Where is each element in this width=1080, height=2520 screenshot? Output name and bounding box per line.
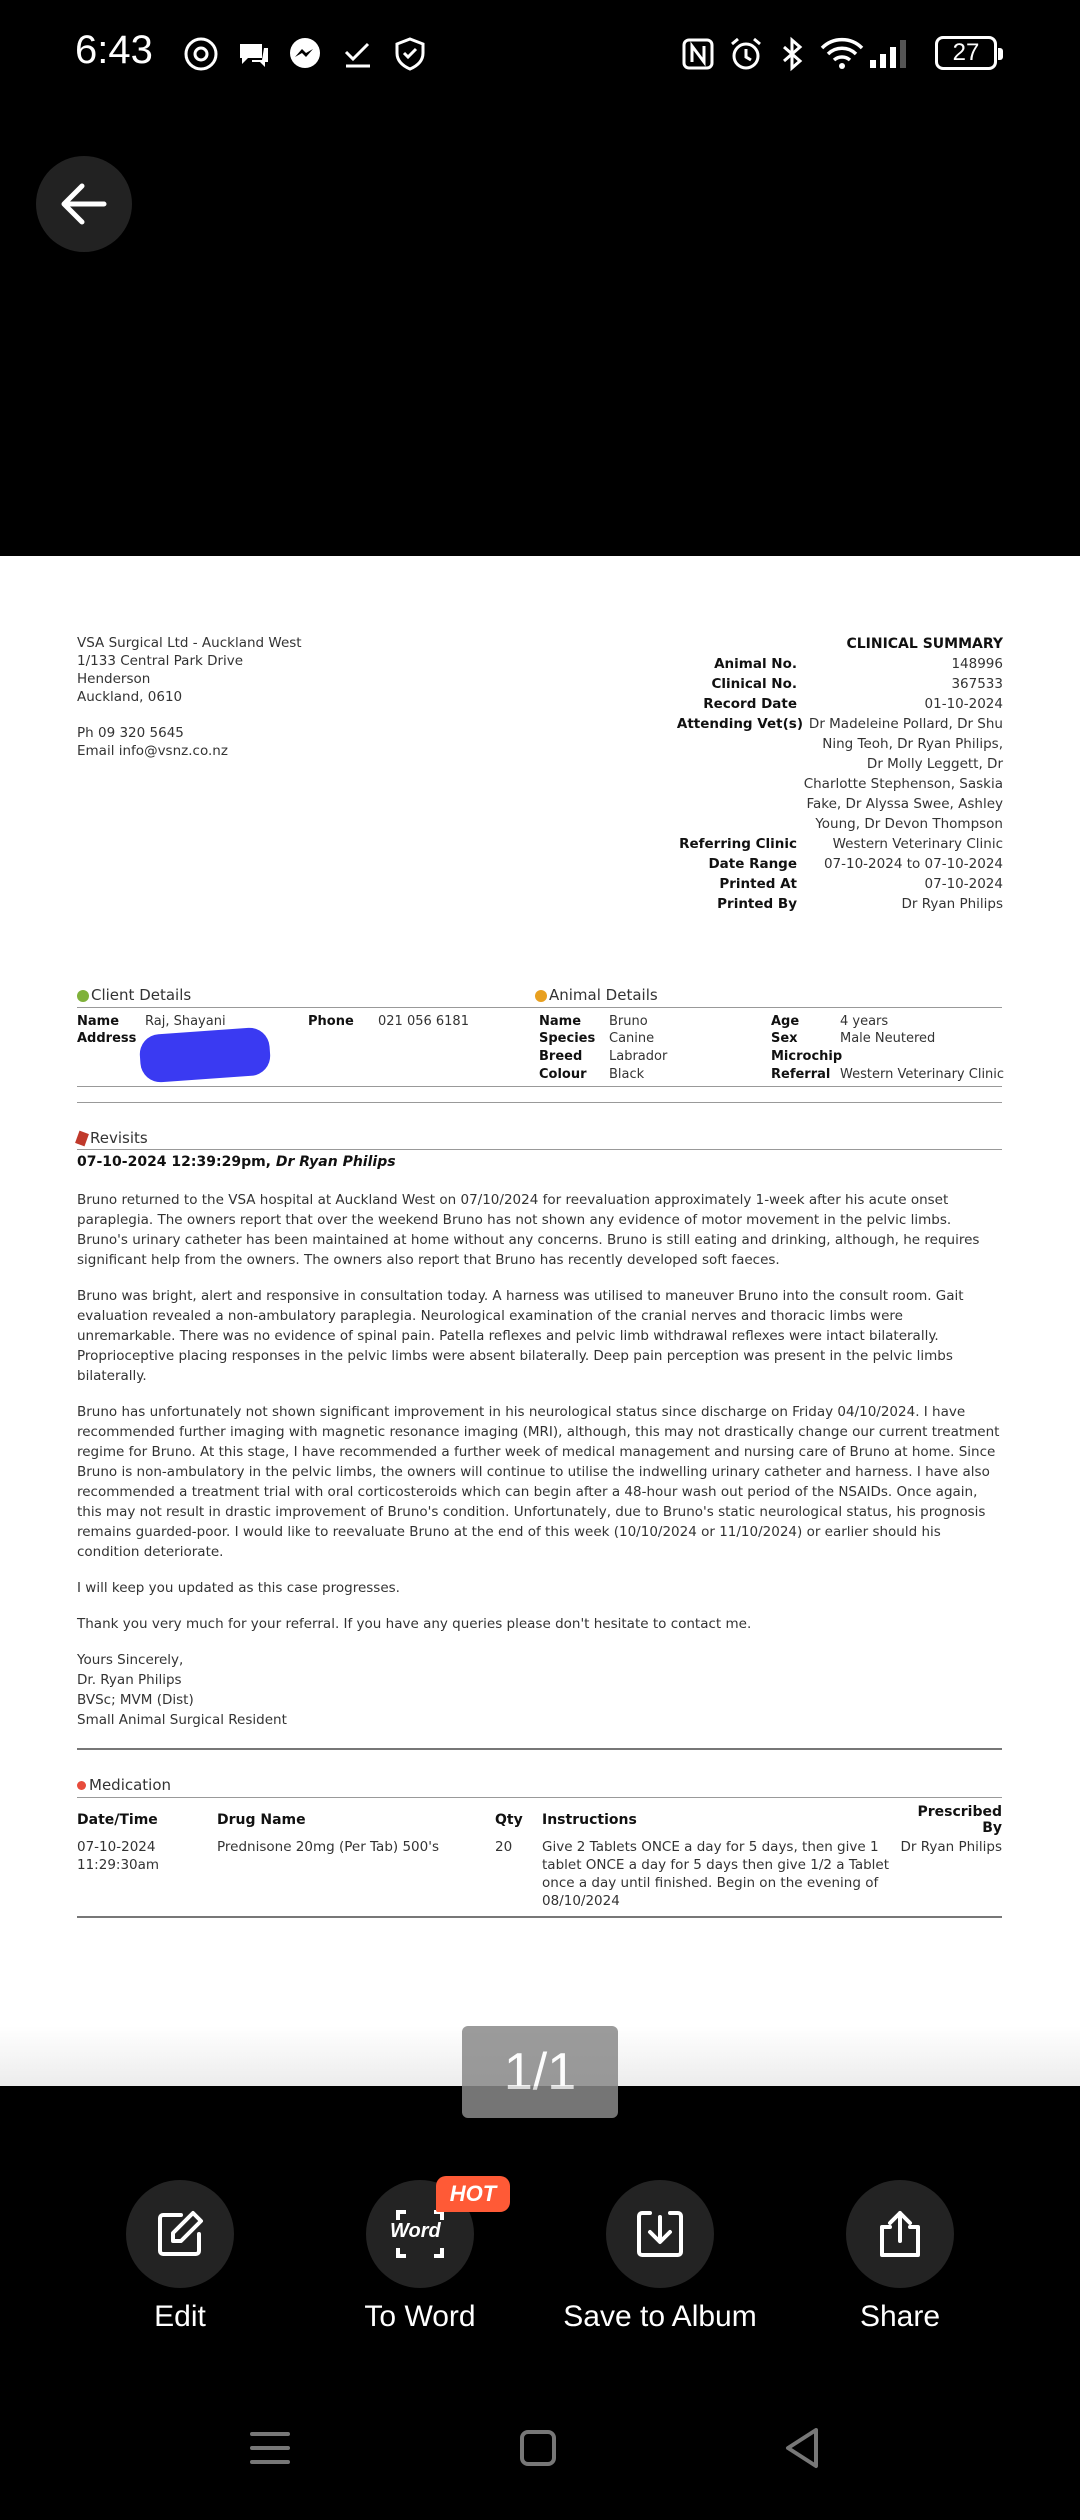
chat-notification-icon bbox=[236, 36, 272, 72]
save-to-album-label: Save to Album bbox=[563, 2300, 757, 2333]
summary-row: Referring Clinic Western Veterinary Clinic bbox=[679, 836, 1003, 852]
divider bbox=[77, 1102, 1002, 1103]
clinic-email: Email info@vsnz.co.nz bbox=[77, 743, 228, 759]
edit-label: Edit bbox=[154, 2300, 206, 2333]
client-icon bbox=[77, 990, 89, 1002]
save-to-album-button[interactable] bbox=[606, 2180, 714, 2288]
divider bbox=[77, 1748, 1002, 1750]
share-icon bbox=[873, 2207, 927, 2261]
medication-title: Medication bbox=[89, 1776, 172, 1794]
revisit-icon bbox=[75, 1131, 89, 1147]
client-phone: 021 056 6181 bbox=[378, 1014, 469, 1029]
animal-details: Name Bruno Species Canine Breed Labrador Colour Black Age 4 years Sex Male Neutered Microchip Referral Western Veterinary Clinic bbox=[539, 1014, 1005, 1082]
medication-table bbox=[77, 1804, 1002, 1910]
medication-header bbox=[77, 1776, 171, 1794]
summary-row: Attending Vet(s) Dr Madeleine Pollard, Dr Shu Ning Teoh, Dr Ryan Philips, Dr Molly Leggett, Dr Charlotte Stephenson, Saskia Fake, Dr Alyssa Swee, Ashley Young, Dr Devon Thompson bbox=[676, 716, 1003, 832]
share-label: Share bbox=[859, 2300, 941, 2333]
clinic-suburb: Henderson bbox=[77, 671, 151, 687]
clinic-street: 1/133 Central Park Drive bbox=[77, 653, 244, 669]
at-sign-notification-icon bbox=[183, 36, 219, 72]
summary-row: Clinical No. 367533 bbox=[711, 676, 1003, 692]
client-name: Raj, Shayani bbox=[145, 1014, 226, 1029]
summary-row: Animal No. 148996 bbox=[714, 656, 1003, 672]
back-nav-icon[interactable] bbox=[774, 2418, 834, 2478]
summary-row: Date Range 07-10-2024 to 07-10-2024 bbox=[708, 856, 1003, 872]
hot-badge: HOT bbox=[436, 2176, 510, 2212]
revisits-title: Revisits bbox=[90, 1129, 148, 1147]
redacted-address-scribble bbox=[138, 1027, 271, 1084]
medication-header-row: Date/Time Drug Name Qty Instructions Prescribed By bbox=[77, 1804, 1002, 1836]
task-done-notification-icon bbox=[340, 36, 376, 72]
table-row: 07-10-2024 11:29:30am Prednisone 20mg (Per Tab) 500's 20 Give 2 Tablets ONCE a day for 5 days, then give 1 tablet ONCE a day for 5 days then give 1/2 a Tablet once a day until finished. Begin on the evening of 08/10/2024 Dr Ryan Philips bbox=[77, 1839, 1002, 1909]
edit-icon bbox=[153, 2207, 207, 2261]
home-nav-icon[interactable] bbox=[508, 2418, 568, 2478]
signoff: Yours Sincerely, Dr. Ryan Philips BVSc; MVM (Dist) Small Animal Surgical Resident bbox=[77, 1652, 287, 1728]
clinic-address bbox=[77, 634, 477, 760]
nfc-icon bbox=[680, 36, 716, 72]
client-details-title: Client Details bbox=[91, 986, 192, 1004]
animal-breed: Labrador bbox=[609, 1049, 668, 1064]
bluetooth-icon bbox=[774, 36, 810, 72]
alarm-icon bbox=[728, 36, 764, 72]
summary-row: Record Date 01-10-2024 bbox=[703, 696, 1003, 712]
divider bbox=[77, 1149, 1002, 1150]
revisit-paragraph-2: Bruno was bright, alert and responsive in consultation today. A harness was utilised to maneuver Bruno into the consult room. Gait evaluation revealed a non-ambulatory paraplegia. Neurological examination of the cranial nerves and thoracic limbs were unremarkable. There was no evidence of spinal pain. Patella reflexes and pelvic limb withdrawal reflexes were intact bilaterally. Proprioceptive placing responses in the pelvic limbs were absent bilaterally. Deep pain perception was present in the pelvic limbs bilaterally. bbox=[77, 1288, 964, 1384]
revisits-header bbox=[77, 1129, 148, 1147]
divider bbox=[77, 1007, 1002, 1008]
wifi-icon bbox=[820, 36, 864, 72]
signal-icon bbox=[868, 36, 912, 72]
animal-colour: Black bbox=[609, 1067, 645, 1082]
word-icon-text: Word bbox=[390, 2220, 441, 2242]
animal-sex: Male Neutered bbox=[840, 1031, 936, 1046]
clinic-city: Auckland, 0610 bbox=[77, 689, 183, 705]
divider bbox=[77, 1797, 1002, 1798]
edit-button[interactable] bbox=[126, 2180, 234, 2288]
to-word-label: To Word bbox=[364, 2300, 476, 2333]
paw-icon bbox=[535, 990, 547, 1002]
animal-details-title: Animal Details bbox=[549, 986, 658, 1004]
back-button[interactable] bbox=[36, 156, 132, 252]
shield-notification-icon bbox=[392, 36, 428, 72]
revisit-date: 07-10-2024 12:39:29pm, bbox=[77, 1154, 271, 1170]
document-page[interactable]: VSA Surgical Ltd - Auckland West 1/133 Central Park Drive Henderson Auckland, 0610 Ph 09 320 5645 Email info@vsnz.co.nz CLINICAL SUMMARY Animal No. 148996 Clinical No. 367533 Record Date 01-10-2024 Attending Vet(s) Dr Madeleine Pollard, Dr Shu Ning Teoh, Dr Ryan Philips, Dr Molly Leggett, Dr Charlotte Stephenson, Saskia Fake, Dr Alyssa Swee, Ashley Young, Dr Devon Thompson Referring Clinic Western Veterinary Clinic Date Range 07-10-2024 to 07-10-2024 Printed At 07-10-2024 Printed By Dr Ryan Philips Client Details Animal Details Name Raj, Shayani Address Phone 021 056 6181 Name Bruno Species Canine Breed Labrador Colour Black Age 4 years Sex Male Neutered Microchip Referral Western Veterinary Clinic Revisits 07-10-2024 12:39:29pm, Dr Ryan Philips Bruno returned to the VSA hospital at Auckland West on 07/10/2024 for reevaluation approximately 1-week after his acute onset paraplegia. The owners report that over the weekend Bruno has not shown any evidence of motor movement in the pelvic limbs. Bruno's urinary catheter has been maintained at home without any concerns. Bruno is still eating and drinking, although, he requires significant help from the owners. The owners also report that Bruno has recently developed soft faeces. Bruno was bright, alert and responsive in consultation today. A harness was utilised to maneuver Bruno into the consult room. Gait evaluation revealed a non-ambulatory paraplegia. Neurological examination of the cranial nerves and thoracic limbs were unremarkable. There was no evidence of spinal pain. Patella reflexes and pelvic limb withdrawal reflexes were intact bilaterally. Proprioceptive placing responses in the pelvic limbs were absent bilaterally. Deep pain perception was present in the pelvic limbs bilaterally. Bruno has unfortunately not shown significant improvement in his neurological status since discharge on Friday 04/10/2024. I have recommended further imaging with magnetic resonance imaging (MRI), although, this may not drastically change our current treatment regime for Bruno. At this stage, I have recommended a further week of medical management and nursing care of Bruno at home. Since Bruno is non-ambulatory in the pelvic limbs, the owners will continue to utilise the indwelling urinary catheter and harness. I have also recommended a treatment trial with oral corticosteroids which can begin after a 48-hour wash out period of the NSAIDs. Once again, this may not result in drastic improvement of Bruno's condition. Unfortunately, due to Bruno's static neurological status, his prognosis remains guarded-poor. I would like to reevaluate Bruno at the end of this week (10/10/2024 or 11/10/2024) or earlier should his condition deteriorate. I will keep you updated as this case progresses. Thank you very much for your referral. If you have any queries please don't hesitate to contact me. Yours Sincerely, Dr. Ryan Philips BVSc; MVM (Dist) Small Animal Surgical Resident Medication Date/Time Drug Name Qty Instructions Prescribed By 07-10-2024 11:29:30am Prednisone 20mg (Per Tab) 500's 20 Give 2 Tablets ONCE a day for 5 days, then give 1 tablet ONCE a day for 5 days then give 1/2 a Tablet once a day until finished. Begin on the evening of 08/10/2024 Dr Ryan Philips bbox=[0, 556, 1080, 2086]
status-time: 6:43 bbox=[75, 28, 153, 72]
battery-indicator: 27 bbox=[935, 36, 997, 70]
animal-name: Bruno bbox=[609, 1014, 648, 1029]
summary-title: CLINICAL SUMMARY bbox=[846, 636, 1003, 652]
clinic-phone: Ph 09 320 5645 bbox=[77, 725, 184, 741]
revisit-paragraph-3: Bruno has unfortunately not shown significant improvement in his neurological status since discharge on Friday 04/10/2024. I have recommended further imaging with magnetic resonance imaging (MRI), although, this may not drastically change our current treatment regime for Bruno. At this stage, I have recommended a further week of medical management and nursing care of Bruno at home. Since Bruno is non-ambulatory in the pelvic limbs, the owners will continue to utilise the indwelling urinary catheter and harness. I have also recommended a treatment trial with oral corticosteroids which can begin after a 48-hour wash out period of the NSAIDs. Once again, this may not result in drastic improvement of Bruno's condition. Unfortunately, due to Bruno's static neurological status, his prognosis remains guarded-poor. I would like to reevaluate Bruno at the end of this week (10/10/2024 or 11/10/2024) or earlier should his condition deteriorate. bbox=[77, 1404, 1000, 1560]
share-button[interactable] bbox=[846, 2180, 954, 2288]
divider bbox=[77, 1086, 1002, 1087]
animal-age: 4 years bbox=[840, 1014, 889, 1029]
summary-row: Printed At 07-10-2024 bbox=[719, 876, 1003, 892]
client-details bbox=[77, 986, 527, 1004]
revisit-paragraph-5: Thank you very much for your referral. If you have any queries please don't hesitate to contact me. bbox=[77, 1616, 752, 1632]
menu-nav-icon[interactable] bbox=[240, 2418, 300, 2478]
revisit-paragraph-1: Bruno returned to the VSA hospital at Auckland West on 07/10/2024 for reevaluation approximately 1-week after his acute onset paraplegia. The owners report that over the weekend Bruno has not shown any evidence of motor movement in the pelvic limbs. Bruno's urinary catheter has been maintained at home without any concerns. Bruno is still eating and drinking, although, he requires significant help from the owners. The owners also report that Bruno has recently developed soft faeces. bbox=[77, 1192, 980, 1268]
divider bbox=[77, 1916, 1002, 1918]
animal-species: Canine bbox=[609, 1031, 655, 1046]
messenger-notification-icon bbox=[287, 36, 323, 72]
status-bar bbox=[0, 0, 1080, 110]
animal-details-header bbox=[535, 986, 995, 1004]
summary-row: Printed By Dr Ryan Philips bbox=[717, 896, 1003, 912]
revisit-stamp bbox=[77, 1154, 396, 1170]
clinical-summary bbox=[640, 634, 1003, 914]
medication-icon bbox=[77, 1781, 86, 1790]
page-indicator: 1/1 bbox=[462, 2026, 618, 2118]
arrow-left-icon bbox=[58, 178, 110, 230]
revisit-vet: Dr Ryan Philips bbox=[275, 1154, 396, 1170]
download-icon bbox=[633, 2207, 687, 2261]
animal-referral: Western Veterinary Clinic bbox=[840, 1067, 1005, 1082]
summary-table bbox=[640, 654, 1003, 914]
revisit-paragraph-4: I will keep you updated as this case progresses. bbox=[77, 1580, 400, 1596]
clinic-name: VSA Surgical Ltd - Auckland West bbox=[77, 635, 302, 651]
